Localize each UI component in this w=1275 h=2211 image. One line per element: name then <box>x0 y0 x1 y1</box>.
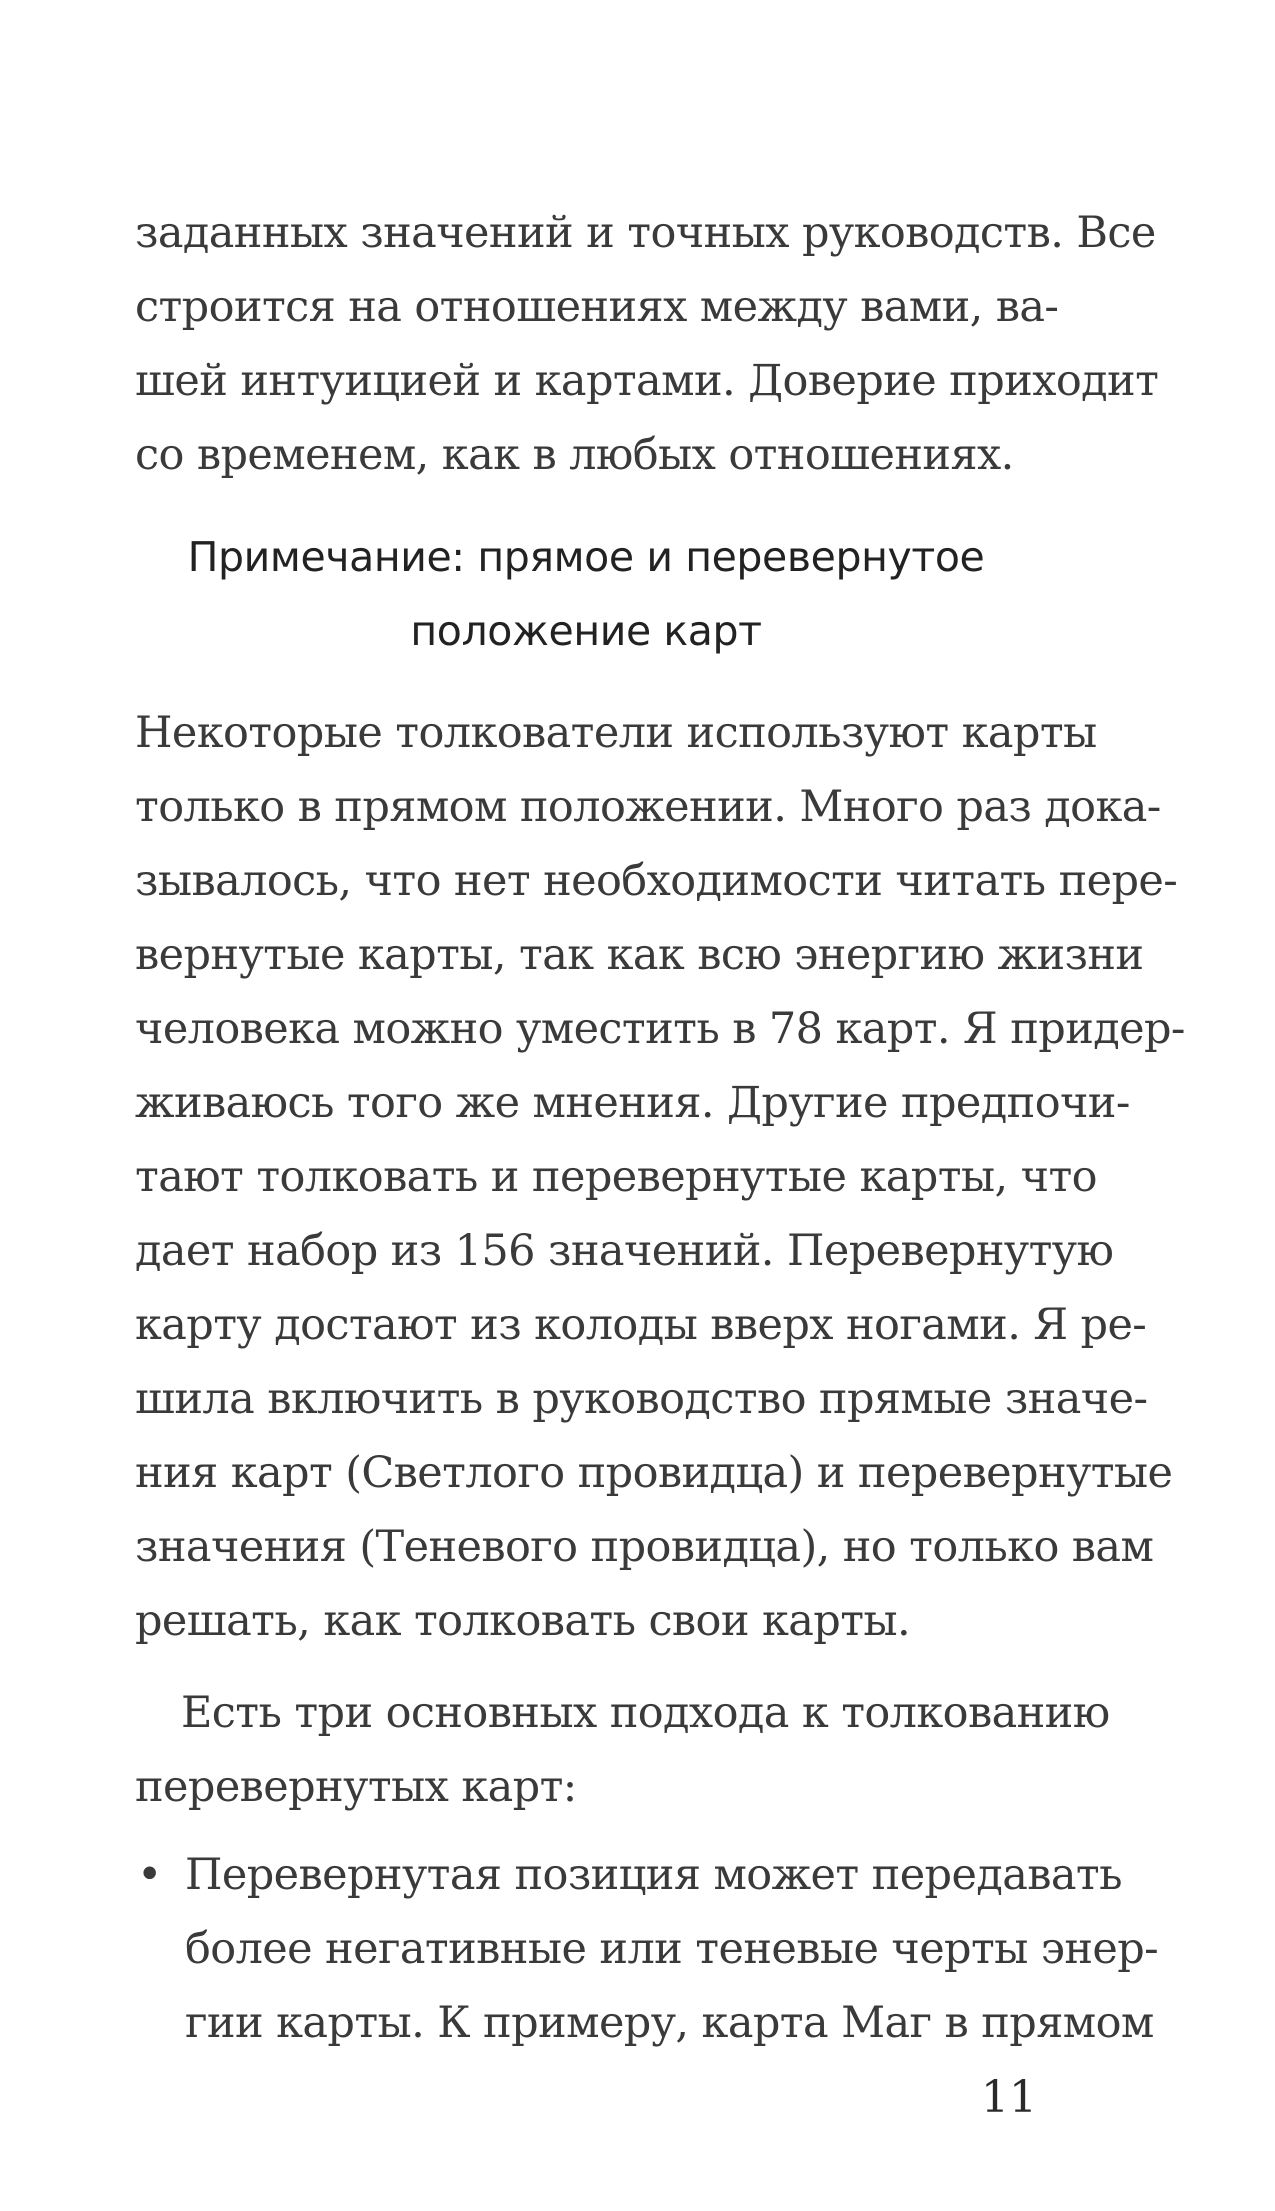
text-line: со временем, как в любых отношениях. <box>135 430 1014 480</box>
text-line: гии карты. К примеру, карта Маг в прямом <box>185 1998 1154 2048</box>
text-line: строится на отношениях между вами, ва- <box>135 282 1059 332</box>
heading-line: положение карт <box>410 607 762 655</box>
text-line: человека можно уместить в 78 карт. Я придер- <box>135 1004 1185 1054</box>
text-line: вернутые карты, так как всю энергию жизни <box>135 930 1144 980</box>
text-line: дает набор из 156 значений. Перевернутую <box>135 1226 1114 1276</box>
page-number: 11 <box>981 2072 1037 2123</box>
text-line: более негативные или теневые черты энер- <box>185 1924 1159 1974</box>
text-line: Есть три основных подхода к толкованию <box>181 1688 1110 1738</box>
text-line: карту достают из колоды вверх ногами. Я ре- <box>135 1300 1147 1350</box>
text-line: зывалось, что нет необходимости читать пере- <box>135 856 1178 906</box>
text-line: ния карт (Светлого провидца) и перевернутые <box>135 1448 1173 1498</box>
text-line: перевернутых карт: <box>135 1762 577 1812</box>
text-line: тают толковать и перевернутые карты, что <box>135 1152 1097 1202</box>
text-line: Некоторые толкователи используют карты <box>135 708 1097 758</box>
text-line: шила включить в руководство прямые значе- <box>135 1374 1148 1424</box>
text-line: живаюсь того же мнения. Другие предпочи- <box>135 1078 1130 1128</box>
text-line: решать, как толковать свои карты. <box>135 1596 911 1646</box>
text-line: только в прямом положении. Много раз дока- <box>135 782 1161 832</box>
text-line: заданных значений и точных руководств. Все <box>135 208 1156 258</box>
text-line: шей интуицией и картами. Доверие приходит <box>135 356 1159 406</box>
bullet-marker: • <box>137 1850 163 1900</box>
text-line: значения (Теневого провидца), но только вам <box>135 1522 1154 1572</box>
heading-line: Примечание: прямое и перевернутое <box>187 533 985 581</box>
text-line: Перевернутая позиция может передавать <box>185 1850 1122 1900</box>
